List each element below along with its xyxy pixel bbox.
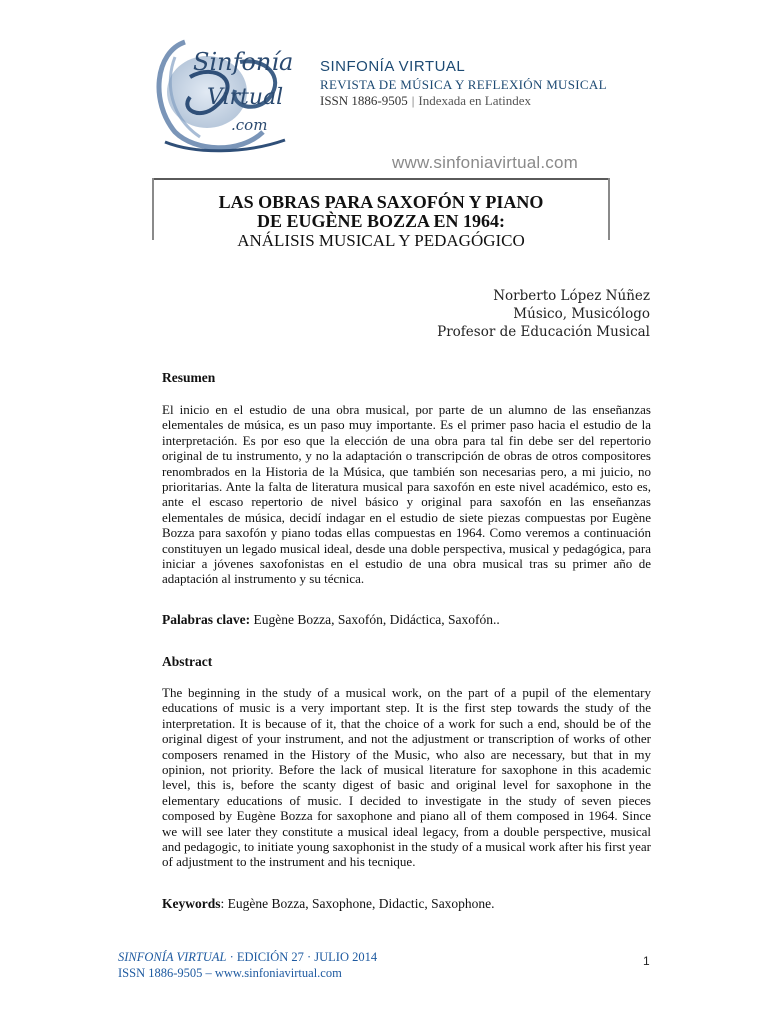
sinfonia-virtual-logo — [145, 22, 297, 160]
logo-word-sinfonia: Sinfonía — [193, 48, 294, 76]
page-number: 1 — [643, 954, 650, 968]
journal-subtitle: REVISTA DE MÚSICA Y REFLEXIÓN MUSICAL — [320, 77, 607, 92]
palabras-clave-values: Eugène Bozza, Saxofón, Didáctica, Saxofón.. — [250, 612, 500, 627]
website-url[interactable]: www.sinfoniavirtual.com — [392, 153, 578, 172]
keywords-label: Keywords — [162, 896, 221, 911]
footer-issn-url[interactable]: ISSN 1886-9505 – www.sinfoniavirtual.com — [118, 966, 342, 980]
logo-word-virtual: Virtual — [207, 85, 284, 110]
abstract-text: The beginning in the study of a musical work, on the part of a pupil of the elementary educations of music is a very important step. It is the first step towards the study of the interpretation. It is because of it, that the choice of a work for such a end, should be of the original digest of your instrument, and not the adjustment or transcription of works of other composers renamed in the History of the Music, who also are necessary, but that in my opinion, not priority. Before the lack of musical literature for saxophone in this academic level, this is, before the scanty digest of basic and original level for saxophone in the elementary educations of music. I decided to investigate in the study of seven pieces composed by Eugène Bozza for saxophone and piano all of them composed in 1964. Since we will see later they constitute a musical ideal legacy, from a double perspective, musical and pedagogic, to initiate young saxophonist in the study of a musical work after his first year of adjustment to the instrument and his tecnique. — [162, 685, 651, 870]
title-box-top-rule — [152, 178, 610, 180]
article-title-line-2: DE EUGÈNE BOZZA EN 1964: — [256, 211, 506, 231]
article-subtitle: ANÁLISIS MUSICAL Y PEDAGÓGICO — [237, 231, 525, 250]
footer-edition: · EDICIÓN 27 · JULIO 2014 — [226, 950, 378, 964]
journal-name: SINFONÍA VIRTUAL — [320, 58, 466, 75]
palabras-clave — [162, 612, 500, 628]
keywords — [162, 896, 495, 912]
abstract-heading: Abstract — [162, 654, 213, 669]
footer-journal: SINFONÍA VIRTUAL — [118, 950, 227, 964]
journal-issn-line — [320, 93, 531, 109]
issn: ISSN 1886-9505 — [320, 93, 408, 108]
palabras-clave-label: Palabras clave: — [162, 612, 251, 627]
logo-word-com: .com — [231, 116, 268, 134]
author-name: Norberto López Núñez — [493, 288, 650, 304]
indexed-label: Indexada en Latindex — [418, 93, 531, 108]
issn-separator: | — [411, 93, 415, 108]
author-role-1: Músico, Musicólogo — [513, 306, 650, 322]
keywords-values: : Eugène Bozza, Saxophone, Didactic, Saxophone. — [220, 896, 495, 911]
article-title-line-1: LAS OBRAS PARA SAXOFÓN Y PIANO — [218, 192, 544, 212]
footer-edition-line — [118, 950, 377, 965]
resumen-text: El inicio en el estudio de una obra musical, por parte de un alumno de las enseñanzas elementales de música, es un paso muy importante. Es el primer paso hacia el estudio de la interpretación. Es por eso que la elección de una obra para tal fin debe ser del repertorio original de tu instrumento, y no la adaptación o transcripción de obras de otros compositores renombrados en la Historia de la Música, que también son necesarias pero, a mi juicio, no prioritarias. Ante la falta de literatura musical para saxofón en este nivel académico, esto es, ante el escaso repertorio de nivel básico y original para saxofón en las enseñanzas elementales de música, decidí indagar en el estudio de siete piezas compuestas por Eugène Bozza para saxofón y piano todas ellas compuestas en 1964. Como veremos a continuación constituyen un legado musical ideal, desde una doble perspectiva, musical y pedagógica, para iniciar a jóvenes saxofonistas en el estudio de una obra musical tras su primer año de adaptación al instrumento y su técnica. — [162, 402, 651, 587]
resumen-heading: Resumen — [162, 370, 216, 385]
author-role-2: Profesor de Educación Musical — [437, 324, 650, 340]
